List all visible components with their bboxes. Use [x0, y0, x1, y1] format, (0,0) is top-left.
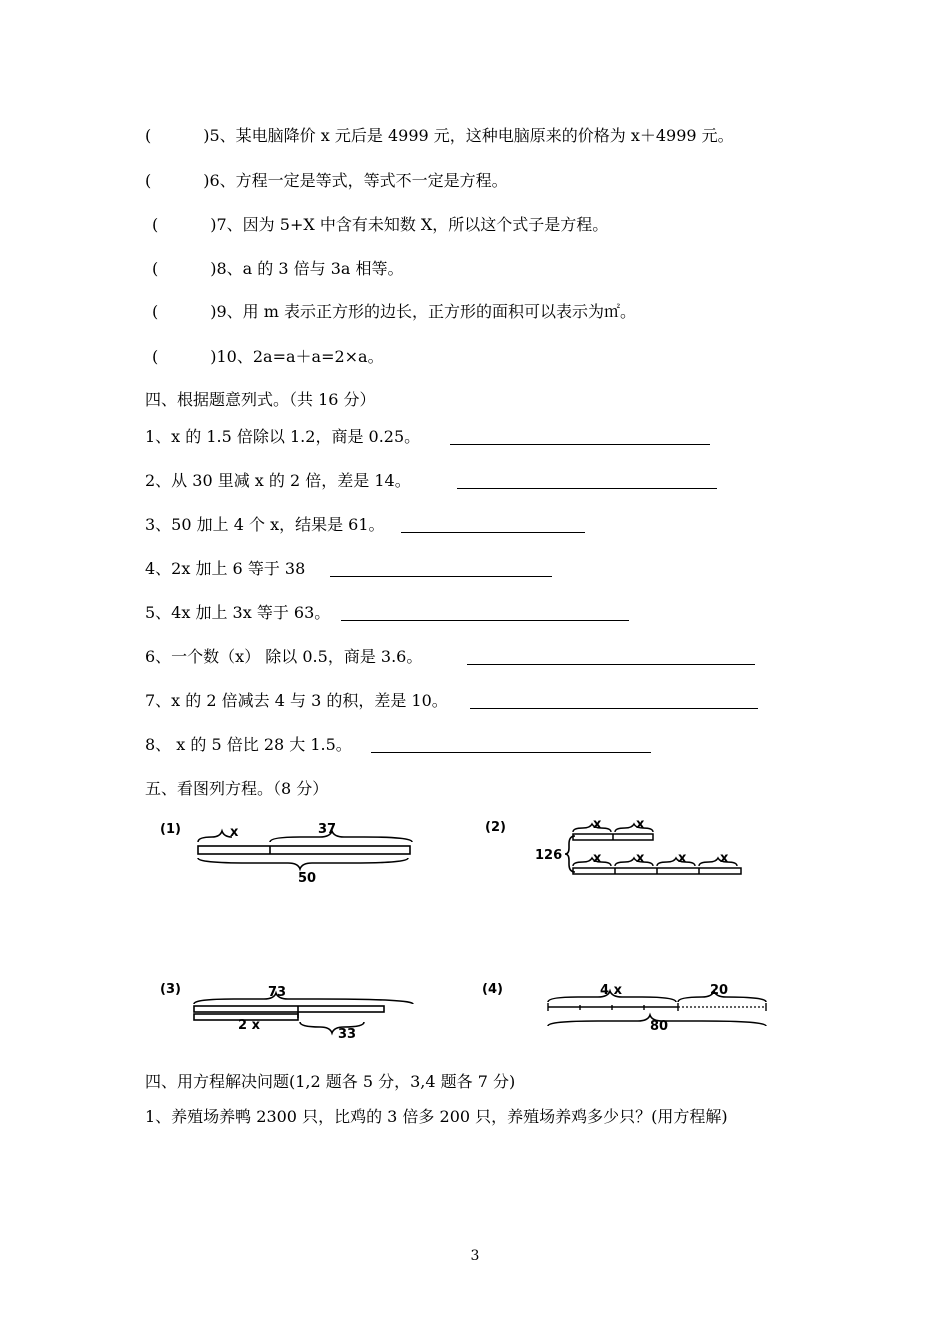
open-paren: (	[145, 126, 152, 145]
expr-item-8: 8、 x 的 5 倍比 28 大 1.5。	[145, 735, 352, 754]
label-50: 50	[298, 871, 317, 886]
tf-item-10	[152, 347, 384, 367]
open-paren: (	[152, 215, 159, 234]
tf-text: 9、用 m 表示正方形的边长，正方形的面积可以表示为㎡。	[216, 302, 637, 321]
left-brace	[565, 836, 575, 872]
page-number: 3	[470, 1248, 480, 1264]
expr-item-3: 3、50 加上 4 个 x，结果是 61。	[145, 515, 385, 534]
figure-3	[160, 980, 400, 1044]
figure-label: (3)	[160, 982, 181, 997]
brace-73	[194, 993, 413, 1004]
segment-bar-top	[194, 1006, 384, 1012]
label-x: x	[636, 851, 645, 866]
close-paren: )	[203, 171, 210, 190]
answer-blank-7[interactable]	[470, 708, 758, 709]
tf-item-9	[152, 302, 636, 322]
label-126: 126	[535, 848, 563, 863]
close-paren: )	[210, 259, 217, 278]
expr-item-4: 4、2x 加上 6 等于 38	[145, 559, 306, 578]
brace-50	[198, 858, 408, 869]
answer-blank-3[interactable]	[401, 532, 585, 533]
section4-title: 四、根据题意列式。（共 16 分）	[145, 390, 376, 409]
figure-4	[482, 980, 772, 1044]
answer-blank-6[interactable]	[467, 664, 755, 665]
answer-blank-1[interactable]	[450, 444, 710, 445]
open-paren: (	[145, 171, 152, 190]
answer-blank-4[interactable]	[330, 576, 552, 577]
open-paren: (	[152, 259, 159, 278]
figure-label: (2)	[485, 820, 506, 835]
label-37: 37	[318, 822, 337, 837]
label-x: x	[230, 825, 239, 840]
tf-text: 6、方程一定是等式，等式不一定是方程。	[209, 171, 508, 190]
close-paren: )	[203, 126, 210, 145]
expr-item-2: 2、从 30 里减 x 的 2 倍，差是 14。	[145, 471, 411, 490]
section5-title: 五、看图列方程。（8 分）	[145, 779, 329, 798]
expr-item-7: 7、x 的 2 倍减去 4 与 3 的积，差是 10。	[145, 691, 448, 710]
figure-label: (4)	[482, 982, 503, 997]
expr-item-1: 1、x 的 1.5 倍除以 1.2，商是 0.25。	[145, 427, 421, 446]
open-paren: (	[152, 347, 159, 366]
close-paren: )	[210, 215, 217, 234]
label-2x: 2 x	[238, 1018, 260, 1033]
brace-37	[270, 831, 412, 842]
figure-2	[485, 818, 755, 892]
tf-item-7	[152, 215, 608, 235]
label-x: x	[720, 851, 729, 866]
label-20: 20	[710, 983, 729, 998]
label-x: x	[678, 851, 687, 866]
label-x: x	[636, 817, 645, 832]
label-80: 80	[650, 1019, 669, 1034]
answer-blank-2[interactable]	[457, 488, 717, 489]
label-4x: 4 x	[600, 983, 622, 998]
brace-x	[198, 831, 232, 842]
tf-item-6	[145, 171, 508, 191]
figure-1	[160, 820, 420, 894]
label-x: x	[593, 851, 602, 866]
tf-item-8	[152, 259, 404, 279]
answer-blank-8[interactable]	[371, 752, 651, 753]
tf-text: 7、因为 5+X 中含有未知数 X，所以这个式子是方程。	[216, 215, 609, 234]
tf-text: 5、某电脑降价 x 元后是 4999 元，这种电脑原来的价格为 x＋4999 元。	[209, 126, 734, 145]
expr-item-5: 5、4x 加上 3x 等于 63。	[145, 603, 331, 622]
label-73: 73	[268, 985, 287, 1000]
figure-label: (1)	[160, 822, 181, 837]
tf-text: 10、2a=a＋a=2×a。	[216, 347, 384, 366]
tf-text: 8、a 的 3 倍与 3a 相等。	[216, 259, 404, 278]
label-33: 33	[338, 1027, 357, 1042]
answer-blank-5[interactable]	[341, 620, 629, 621]
segment-bar	[198, 846, 410, 854]
close-paren: )	[210, 347, 217, 366]
expr-item-6: 6、一个数（x） 除以 0.5，商是 3.6。	[145, 647, 423, 666]
word-problem-1: 1、养殖场养鸭 2300 只，比鸡的 3 倍多 200 只，养殖场养鸡多少只？(用方程解)	[145, 1107, 728, 1126]
open-paren: (	[152, 302, 159, 321]
section6-title: 四、用方程解决问题(1,2 题各 5 分，3,4 题各 7 分)	[145, 1072, 516, 1091]
tf-item-5	[145, 126, 734, 146]
close-paren: )	[210, 302, 217, 321]
label-x: x	[593, 817, 602, 832]
